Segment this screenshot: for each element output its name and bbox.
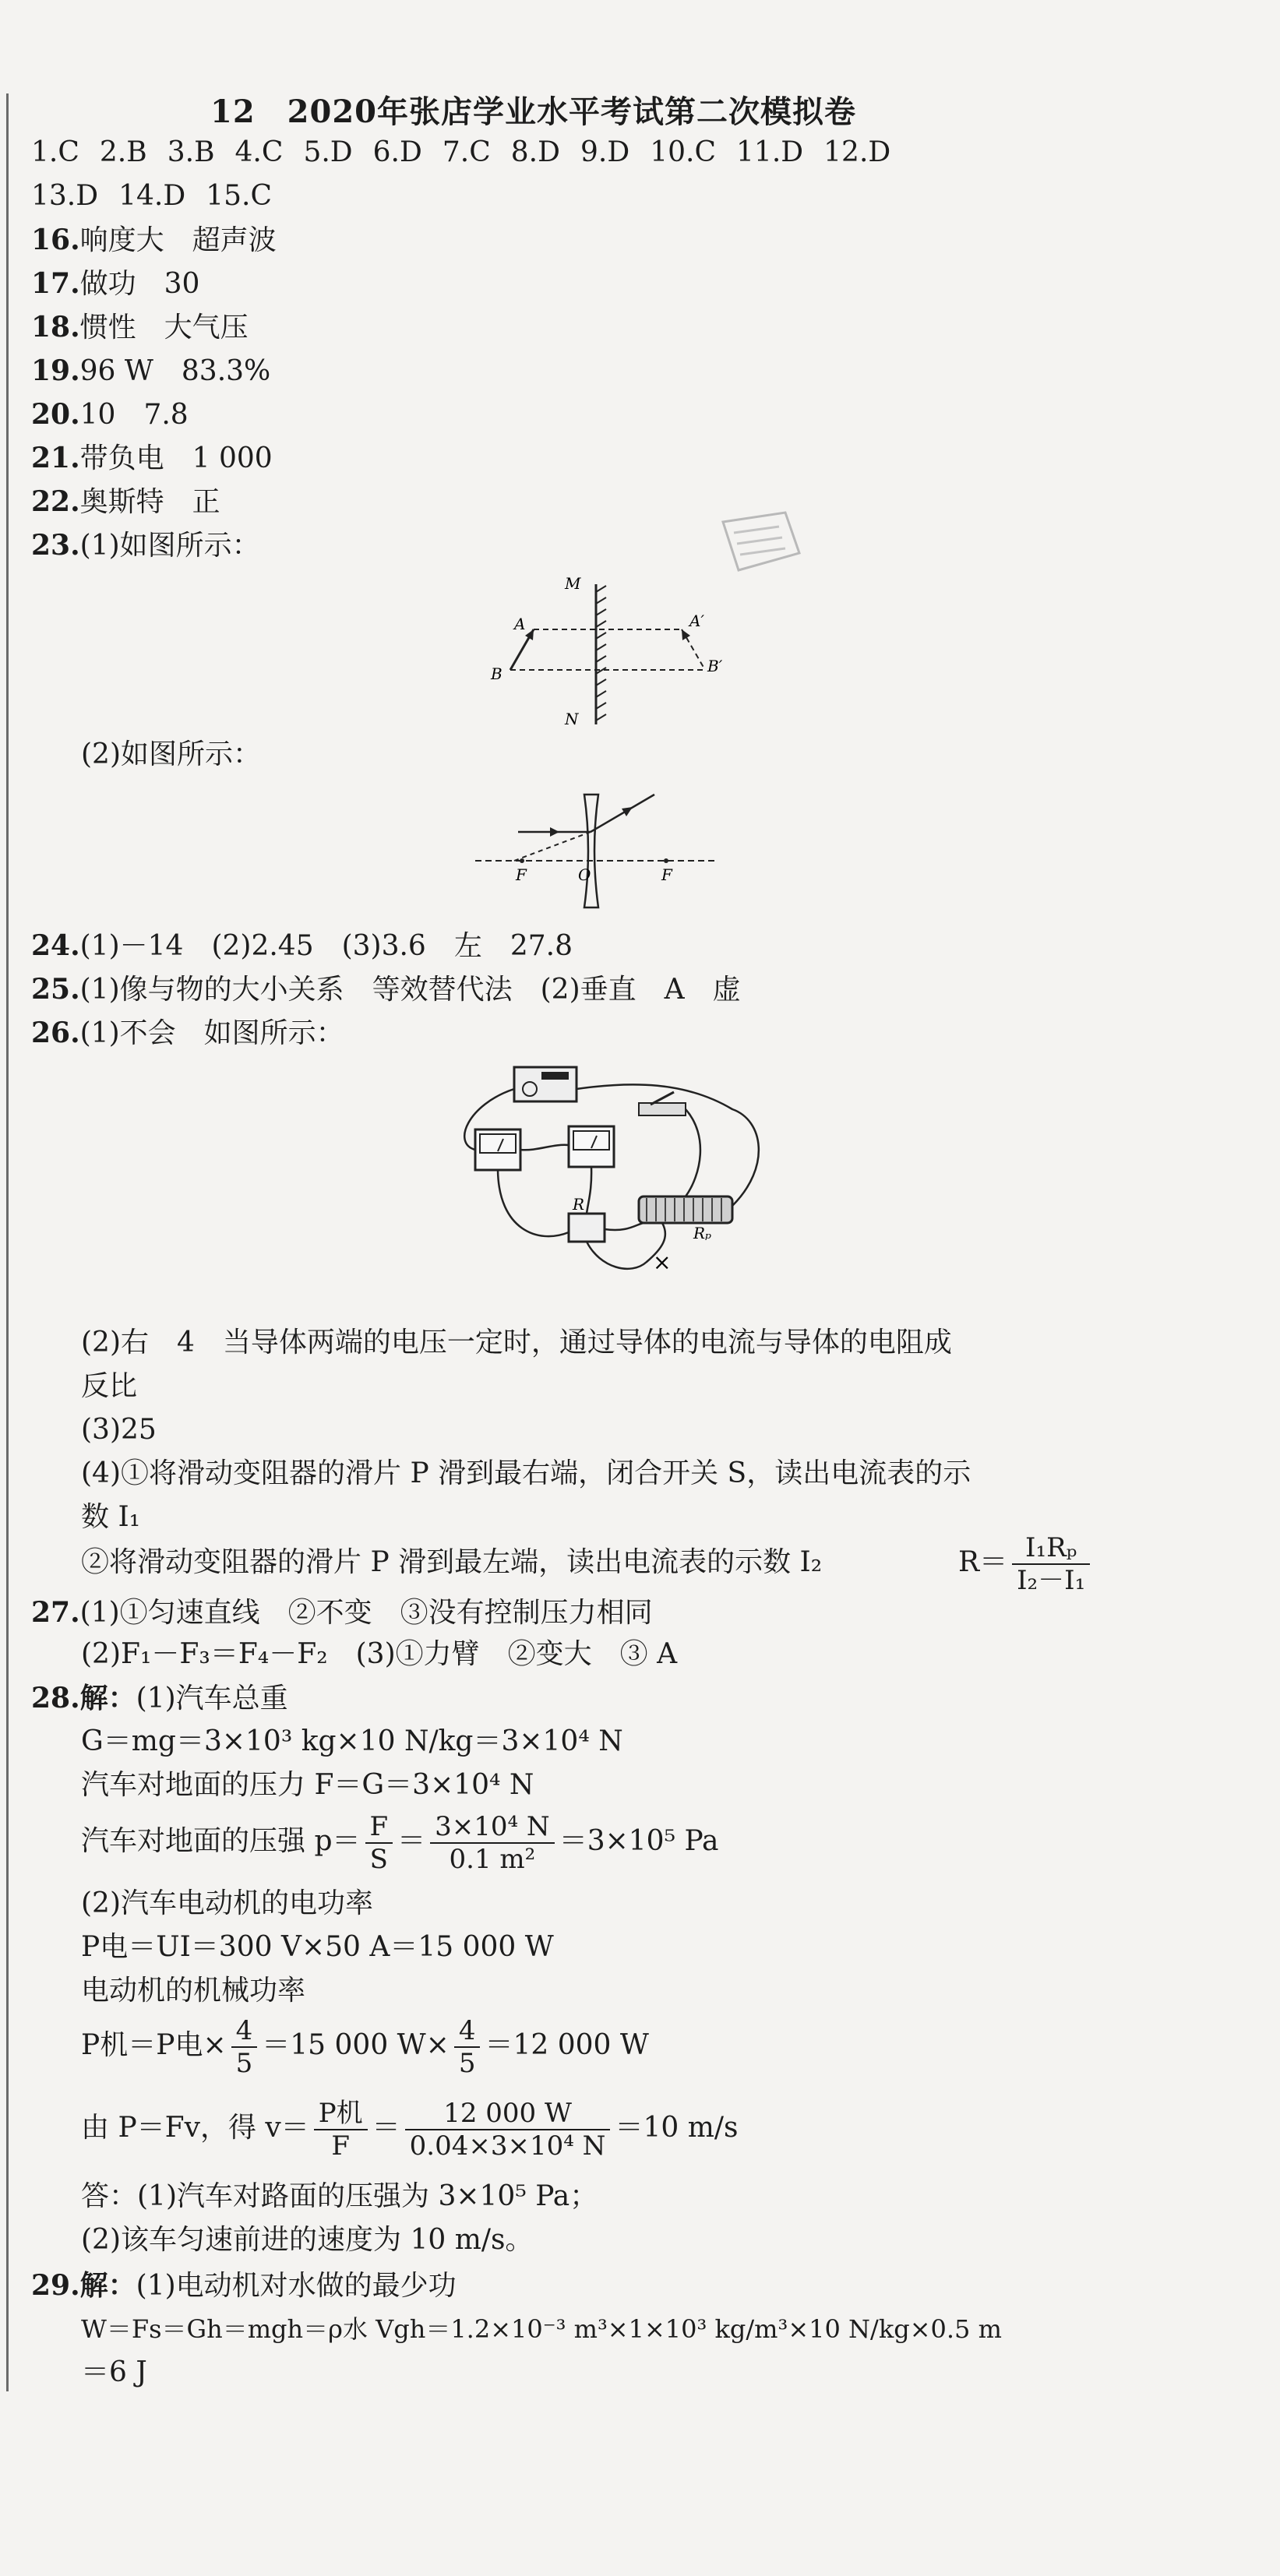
- lens-shape: [584, 795, 598, 907]
- concave-lens-figure: [467, 779, 725, 911]
- solution-line: 电动机的机械功率: [81, 1975, 306, 2007]
- answer-24: 24.(1)－14 (2)2.45 (3)3.6 左 27.8: [31, 929, 573, 962]
- choice-answer: 2.B: [99, 136, 147, 168]
- choice-answer: 5.D: [303, 136, 353, 168]
- choice-answer: 1.C: [31, 136, 79, 168]
- choices-row-2: [31, 178, 292, 215]
- answer-21: 21.带负电 1 000: [31, 442, 273, 474]
- refracted-ray: [591, 795, 654, 832]
- choice-answer: 15.C: [206, 180, 273, 212]
- solution-line: G＝mg＝3×10³ kg×10 N/kg＝3×10⁴ N: [81, 1725, 623, 1757]
- label-m: M: [565, 574, 581, 593]
- fraction: $\frac{4}{5}$: [454, 2015, 481, 2079]
- focus-point-left: [520, 858, 524, 863]
- answer-29-heading: 29.解：(1)电动机对水做的最少功: [31, 2269, 457, 2302]
- label-a: A: [514, 615, 526, 633]
- answer-20: 20.10 7.8: [31, 398, 189, 431]
- mirror-reflection-figure: [467, 569, 779, 740]
- rheostat: [639, 1196, 732, 1223]
- wrong-wire-mark: ×: [653, 1249, 672, 1275]
- answer-26-part3: (3)25: [81, 1414, 157, 1446]
- arrowhead: [550, 827, 559, 837]
- choice-answer: 10.C: [650, 136, 717, 168]
- wire: [587, 1167, 591, 1214]
- choice-answer: 8.D: [510, 136, 560, 168]
- solution-line: W＝Fs＝Gh＝mgh＝ρ水 Vgh＝1.2×10⁻³ m³×1×10³ kg/m³×10 N/kg×0.5 m: [81, 2314, 1002, 2344]
- switch: [639, 1103, 686, 1115]
- solution-answer-line: 答：(1)汽车对路面的压强为 3×10⁵ Pa；: [81, 2180, 598, 2212]
- left-margin-rule: [6, 93, 9, 2391]
- wire: [605, 1223, 647, 1230]
- solution-line: (2)汽车电动机的电功率: [81, 1887, 373, 1919]
- velocity-formula-line: 由 P＝Fv，得 v＝ $\frac{\text{P机}}{F}$ ＝ $\frac{12 000 W}{\text{0.04×3×10⁴ N}}$ ＝10 m/s: [81, 2098, 739, 2162]
- answer-26-part5: ②将滑动变阻器的滑片 P 滑到最左端，读出电流表的示数 I₂: [81, 1546, 823, 1578]
- solution-answer-line: (2)该车匀速前进的速度为 10 m/s。: [81, 2224, 534, 2256]
- resistance-formula: R＝ $\frac{\text{I₁Rₚ}}{\text{I₂－I₁}}$: [958, 1525, 1095, 1600]
- answer-17: 17.做功 30: [31, 267, 200, 300]
- label-n: N: [565, 710, 579, 728]
- mirror-hatching: [596, 586, 606, 721]
- choice-answer: 13.D: [31, 180, 99, 212]
- answer-16: 16.响度大 超声波: [31, 224, 277, 256]
- label-o: O: [578, 865, 591, 884]
- answer-27-part2: (2)F₁－F₃＝F₄－F₂ (3)①力臂 ②变大 ③ A: [81, 1638, 678, 1670]
- answer-18: 18.惯性 大气压: [31, 311, 249, 344]
- answer-26-part4b: 数 I₁: [81, 1501, 141, 1533]
- answer-23-part1: 23.(1)如图所示：: [31, 529, 260, 562]
- choice-answer: 11.D: [736, 136, 804, 168]
- choice-answer: 7.C: [442, 136, 491, 168]
- answer-26-part4a: (4)①将滑动变阻器的滑片 P 滑到最右端，闭合开关 S，读出电流表的示: [81, 1457, 971, 1489]
- answer-26-part2b: 反比: [81, 1370, 138, 1402]
- answer-19: 19.96 W 83.3%: [31, 354, 271, 387]
- label-rp: Rₚ: [693, 1224, 712, 1242]
- extension-line: [514, 832, 591, 861]
- wire: [520, 1145, 569, 1151]
- solution-line: 汽车对地面的压力 F＝G＝3×10⁴ N: [81, 1769, 534, 1801]
- solution-line: P电＝UI＝300 V×50 A＝15 000 W: [81, 1931, 554, 1963]
- answer-25: 25.(1)像与物的大小关系 等效替代法 (2)垂直 A 虚: [31, 973, 741, 1006]
- choice-answer: 3.B: [167, 136, 215, 168]
- label-a-prime: A′: [689, 611, 704, 630]
- fraction: $\frac{\text{P机}}{F}$: [314, 2098, 368, 2162]
- fraction: $\frac{\text{I₁Rₚ}}{\text{I₂－I₁}}$: [1012, 1532, 1090, 1596]
- resistor-r: [569, 1214, 605, 1242]
- label-b: B: [491, 664, 502, 683]
- answer-27-part1: 27.(1)①匀速直线 ②不变 ③没有控制压力相同: [31, 1596, 653, 1629]
- wire: [498, 1170, 569, 1236]
- answer-26-part2a: (2)右 4 当导体两端的电压一定时，通过导体的电流与导体的电阻成: [81, 1327, 952, 1358]
- label-f-right: F: [661, 865, 672, 884]
- mechanical-power-line: P机＝P电× $\frac{4}{5}$ ＝15 000 W× $\frac{4}{5}$ ＝12 000 W: [81, 2015, 649, 2079]
- label-r: R: [573, 1195, 585, 1214]
- arrowhead: [682, 629, 690, 640]
- choice-answer: 12.D: [823, 136, 891, 168]
- fraction: $\frac{F}{S}$: [365, 1811, 393, 1875]
- fraction: $\frac{\text{3×10⁴ N}}{\text{0.1 m²}}$: [430, 1811, 555, 1875]
- choice-answer: 14.D: [118, 180, 186, 212]
- label-b-prime: B′: [707, 657, 723, 675]
- choice-answer: 9.D: [580, 136, 630, 168]
- answer-22: 22.奥斯特 正: [31, 485, 220, 518]
- label-f-left: F: [516, 865, 527, 884]
- wire: [686, 1109, 700, 1196]
- answer-26-part1: 26.(1)不会 如图所示：: [31, 1017, 344, 1049]
- answer-23-part2: (2)如图所示：: [81, 738, 261, 770]
- page-title: 12 2020年张店学业水平考试第二次模拟卷: [210, 93, 856, 130]
- choice-answer: 6.D: [372, 136, 422, 168]
- choice-answer: 4.C: [234, 136, 284, 168]
- choices-row-1: [31, 134, 911, 171]
- pressure-formula-line: 汽车对地面的压强 p＝ $\frac{F}{S}$ ＝ $\frac{\text{3×10⁴ N}}{\text{0.1 m²}}$ ＝3×10⁵ Pa: [81, 1811, 719, 1875]
- solution-line: ＝6 J: [81, 2356, 147, 2388]
- circuit-figure: [452, 1058, 795, 1292]
- fraction: $\frac{4}{5}$: [231, 2015, 258, 2079]
- answer-28-heading: 28.解：(1)汽车总重: [31, 1682, 288, 1714]
- fraction: $\frac{12 000 W}{\text{0.04×3×10⁴ N}}$: [405, 2098, 611, 2162]
- focus-point-right: [664, 858, 668, 863]
